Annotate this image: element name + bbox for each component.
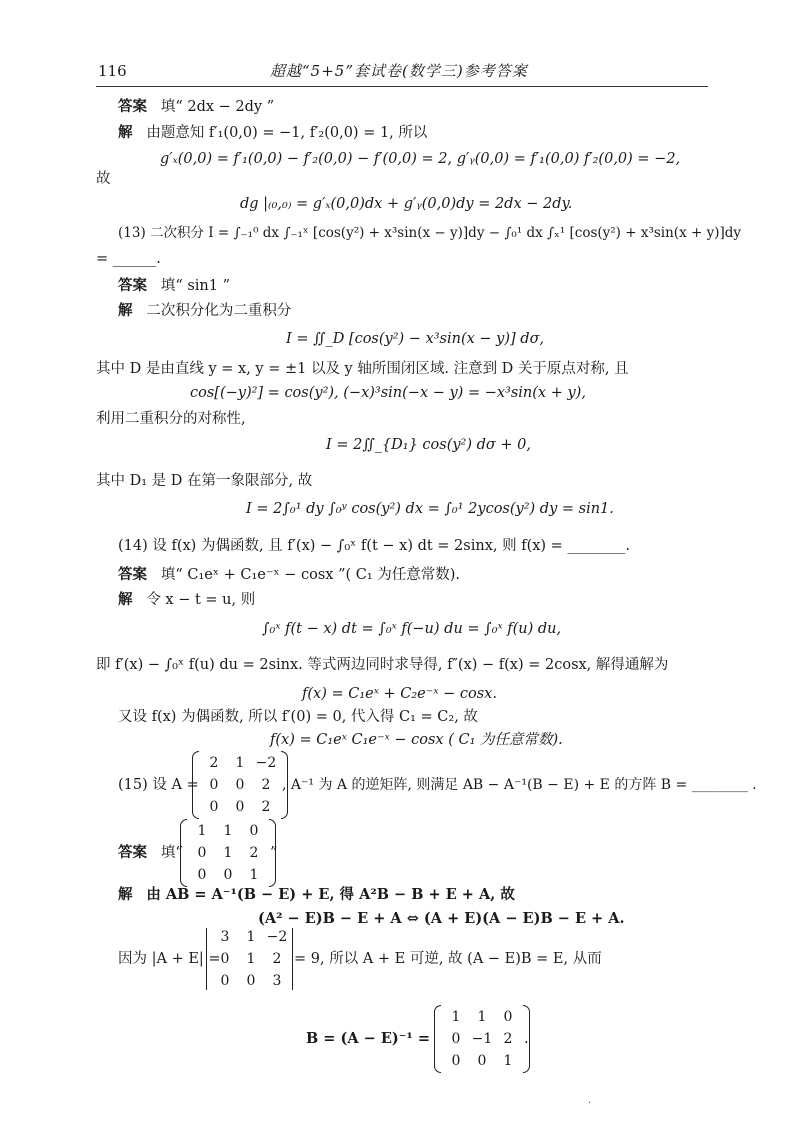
matrix-cell: 2 bbox=[209, 755, 219, 771]
solution-text: 令 x − t = u, 则 bbox=[146, 592, 256, 608]
matrix-cell: 1 bbox=[503, 1053, 513, 1069]
q12-answer-line bbox=[118, 98, 274, 116]
q14-solution-line1 bbox=[118, 591, 255, 609]
answer-text: 填“ sin1 ” bbox=[160, 278, 231, 294]
matrix-cell: 2 bbox=[261, 777, 271, 793]
matrix-cell: 0 bbox=[249, 823, 259, 839]
matrix-cell: 0 bbox=[197, 867, 207, 883]
matrix-cell: 0 bbox=[209, 799, 219, 815]
running-title: 超越“5+5”套试卷(数学三)参考答案 bbox=[270, 62, 528, 80]
matrix-cell: 1 bbox=[223, 823, 233, 839]
answer-label: 答案 bbox=[118, 277, 147, 294]
matrix-cell: −2 bbox=[255, 755, 277, 771]
matrix-cell: 0 bbox=[246, 973, 256, 989]
answer-label: 答案 bbox=[118, 844, 147, 861]
q15-solution-line2: (A² − E)B − E + A ⇔ (A + E)(A − E)B − E + A. bbox=[258, 910, 625, 927]
solution-text: 由题意知 f′₁(0,0) = −1, f′₂(0,0) = 1, 所以 bbox=[146, 125, 428, 141]
q15-final-suffix: . bbox=[524, 1031, 529, 1047]
q14-solution-line2: ∫₀ˣ f(t − x) dt = ∫₀ˣ f(−u) du = ∫₀ˣ f(u) du, bbox=[262, 621, 562, 637]
q15-stem-suffix: , A⁻¹ 为 A 的逆矩阵, 则满足 AB − A⁻¹(B − E) + E 的方阵 B = ________ . bbox=[282, 777, 757, 793]
matrix-cell: 0 bbox=[451, 1053, 461, 1069]
solution-text: 由 AB = A⁻¹(B − E) + E, 得 A²B − B + E + A, 故 bbox=[146, 886, 515, 903]
matrix-answer bbox=[180, 818, 276, 888]
q15-answer-label-line bbox=[118, 844, 183, 862]
matrix-cell: 1 bbox=[249, 867, 259, 883]
matrix-cell: 1 bbox=[246, 929, 256, 945]
solution-label: 解 bbox=[118, 591, 133, 608]
q15-stem-prefix: (15) 设 A = bbox=[118, 777, 199, 793]
answer-text: 填“ 2dx − 2dy ” bbox=[160, 99, 275, 115]
matrix-left-bracket bbox=[180, 819, 187, 887]
matrix-left-bracket bbox=[434, 1005, 441, 1073]
q15-solution-line1 bbox=[118, 886, 515, 904]
scan-speck: · bbox=[588, 1098, 592, 1109]
matrix-cell: 0 bbox=[503, 1009, 513, 1025]
q12-solution-line3: 故 bbox=[96, 171, 111, 187]
q12-solution-line1 bbox=[118, 124, 427, 142]
matrix-grid bbox=[187, 823, 269, 883]
matrix-left-bracket bbox=[192, 751, 199, 819]
header-rule bbox=[96, 86, 708, 87]
matrix-cell: 1 bbox=[235, 755, 245, 771]
q14-answer-line bbox=[118, 566, 460, 584]
matrix-cell: 1 bbox=[477, 1009, 487, 1025]
q13-solution-line6: I = 2∬_{D₁} cos(y²) dσ + 0, bbox=[326, 437, 532, 453]
matrix-cell: 0 bbox=[235, 777, 245, 793]
matrix-cell: 3 bbox=[220, 929, 230, 945]
matrix-cell: −1 bbox=[471, 1031, 493, 1047]
solution-label: 解 bbox=[118, 124, 133, 141]
matrix-cell: 2 bbox=[249, 845, 259, 861]
matrix-cell: 0 bbox=[209, 777, 219, 793]
matrix-cell: 3 bbox=[272, 973, 282, 989]
q15-det-prefix: 因为 |A + E| = bbox=[118, 951, 221, 967]
answer-label: 答案 bbox=[118, 98, 147, 115]
matrix-cell: 2 bbox=[272, 951, 282, 967]
matrix-cell: 0 bbox=[477, 1053, 487, 1069]
solution-label: 解 bbox=[118, 302, 133, 319]
matrix-cell: 1 bbox=[197, 823, 207, 839]
q15-det-suffix: = 9, 所以 A + E 可逆, 故 (A − E)B = E, 从而 bbox=[294, 951, 602, 967]
matrix-final bbox=[434, 1004, 530, 1074]
q13-solution-line2: I = ∬_D [cos(y²) − x³sin(x − y)] dσ, bbox=[286, 331, 545, 347]
q13-stem-end: = ______. bbox=[96, 251, 161, 267]
q13-solution-line1 bbox=[118, 302, 291, 320]
q13-solution-line7: 其中 D₁ 是 D 在第一象限部分, 故 bbox=[96, 473, 313, 489]
q15-final-prefix: B = (A − E)⁻¹ = bbox=[306, 1030, 430, 1047]
q15-answer-suffix: ” bbox=[270, 845, 278, 861]
matrix-grid bbox=[210, 929, 292, 989]
matrix-cell: 2 bbox=[503, 1031, 513, 1047]
matrix-cell: −2 bbox=[266, 929, 288, 945]
q12-solution-line4: dg |₍₀,₀₎ = g′ₓ(0,0)dx + g′ᵧ(0,0)dy = 2dx − 2dy. bbox=[240, 196, 573, 212]
solution-text: 二次积分化为二重积分 bbox=[146, 303, 292, 319]
solution-label: 解 bbox=[118, 886, 133, 903]
matrix-grid bbox=[199, 755, 281, 815]
matrix-cell: 0 bbox=[223, 867, 233, 883]
q13-solution-line8: I = 2∫₀¹ dy ∫₀ʸ cos(y²) dx = ∫₀¹ 2ycos(y²) dy = sin1. bbox=[246, 501, 614, 517]
q14-stem: (14) 设 f(x) 为偶函数, 且 f′(x) − ∫₀ˣ f(t − x) dt = 2sinx, 则 f(x) = ________. bbox=[118, 538, 631, 554]
q13-solution-line5: 利用二重积分的对称性, bbox=[96, 411, 246, 427]
matrix-grid bbox=[441, 1009, 523, 1069]
answer-text: 填“ C₁eˣ + C₁e⁻ˣ − cosx ”( C₁ 为任意常数). bbox=[160, 567, 461, 583]
matrix-cell: 0 bbox=[220, 973, 230, 989]
matrix-cell: 1 bbox=[451, 1009, 461, 1025]
matrix-cell: 0 bbox=[235, 799, 245, 815]
matrix-a bbox=[192, 750, 288, 820]
matrix-cell: 0 bbox=[197, 845, 207, 861]
matrix-cell: 1 bbox=[246, 951, 256, 967]
q13-solution-line4: cos[(−y)²] = cos(y²), (−x)³sin(−x − y) = −x³sin(x + y), bbox=[190, 385, 586, 401]
matrix-cell: 1 bbox=[223, 845, 233, 861]
q13-solution-line3: 其中 D 是由直线 y = x, y = ±1 以及 y 轴所围闭区域. 注意到 D 关于原点对称, 且 bbox=[96, 361, 629, 377]
q14-solution-line6: f(x) = C₁eˣ C₁e⁻ˣ − cosx ( C₁ 为任意常数). bbox=[270, 732, 563, 748]
matrix-cell: 2 bbox=[261, 799, 271, 815]
q14-solution-line5: 又设 f(x) 为偶函数, 所以 f′(0) = 0, 代入得 C₁ = C₂, 故 bbox=[118, 709, 478, 725]
page-number: 116 bbox=[98, 62, 127, 80]
q14-solution-line4: f(x) = C₁eˣ + C₂e⁻ˣ − cosx. bbox=[302, 686, 497, 702]
answer-label: 答案 bbox=[118, 566, 147, 583]
q13-answer-line bbox=[118, 277, 230, 295]
q13-stem: (13) 二次积分 I = ∫₋₁⁰ dx ∫₋₁ˣ [cos(y²) + x³sin(x − y)]dy − ∫₀¹ dx ∫ₓ¹ [cos(y²) + x³sin(x + y)]dy bbox=[118, 225, 742, 241]
matrix-cell: 0 bbox=[451, 1031, 461, 1047]
matrix-cell: 0 bbox=[220, 951, 230, 967]
answer-prefix: 填“ bbox=[160, 845, 183, 861]
determinant-a-plus-e bbox=[206, 926, 296, 992]
q12-solution-line2: g′ₓ(0,0) = f′₁(0,0) − f′₂(0,0) − f′(0,0) = 2, g′ᵧ(0,0) = f′₁(0,0) f′₂(0,0) = −2, bbox=[160, 151, 681, 167]
q14-solution-line3: 即 f′(x) − ∫₀ˣ f(u) du = 2sinx. 等式两边同时求导得, f″(x) − f(x) = 2cosx, 解得通解为 bbox=[96, 657, 669, 673]
